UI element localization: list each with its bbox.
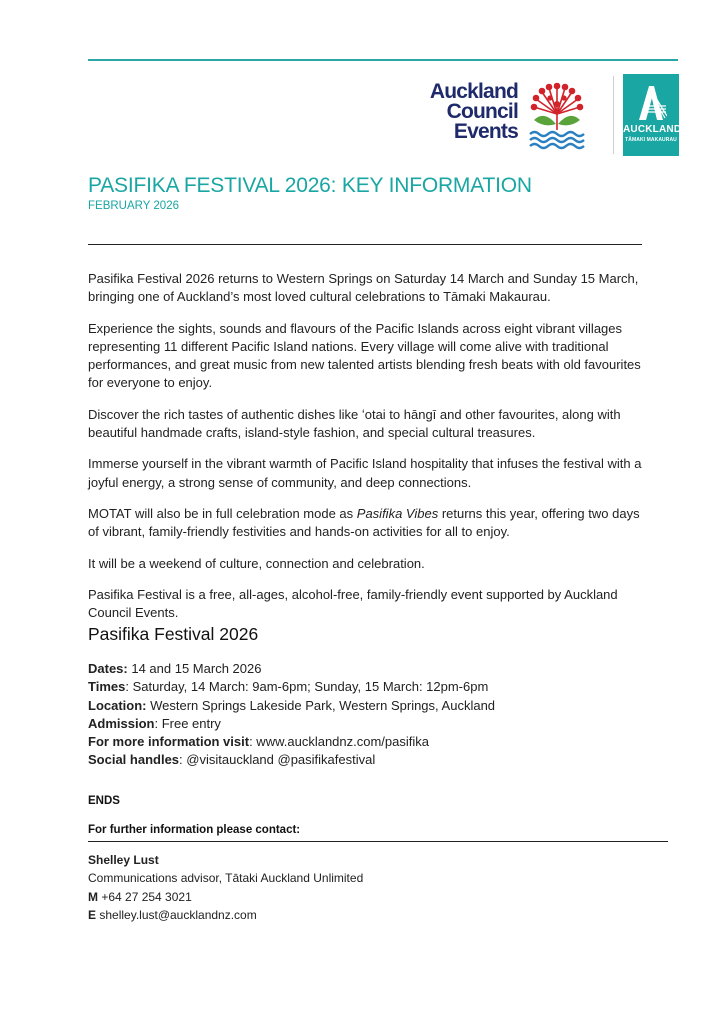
logo-line-2: Council: [446, 100, 518, 123]
detail-location: [88, 697, 495, 715]
detail-value: : @visitauckland @pasifikafestival: [179, 752, 376, 768]
detail-times: [88, 678, 495, 696]
detail-more-info: [88, 733, 495, 751]
event-details: [88, 660, 495, 770]
email-label: E: [88, 907, 97, 922]
auckland-council-events-logo: [410, 80, 610, 150]
paragraph-text: returns this year, offering two days of vibrant, family-friendly festivities and hands-on activities for all to enjoy.: [88, 505, 640, 540]
paragraph: Discover the rich tastes of authentic dishes like ʻotai to hāngī and other favourites, along with beautiful handmade crafts, island-style fashion, and special cultural treasures.: [88, 406, 621, 441]
logo-auckland-text: AUCKLAND: [623, 124, 682, 135]
phone-value: +64 27 254 3021: [98, 889, 192, 904]
more-info-link[interactable]: : www.aucklandnz.com/pasifika: [249, 734, 429, 750]
contact-phone: [88, 888, 363, 906]
top-rule: [88, 59, 678, 61]
contact-block: [88, 851, 363, 924]
detail-label: Social handles: [88, 752, 180, 768]
phone-label: M: [88, 889, 98, 904]
contact-email: [88, 906, 363, 924]
detail-label: Location:: [88, 697, 147, 713]
contact-name: Shelley Lust: [88, 853, 159, 867]
section-title: Pasifika Festival 2026: [88, 624, 259, 644]
paragraph: Pasifika Festival is a free, all-ages, alcohol-free, family-friendly event supported by Auckland Council Events.: [88, 586, 618, 621]
detail-social: [88, 751, 495, 769]
page-title: PASIFIKA FESTIVAL 2026: KEY INFORMATION: [88, 174, 532, 197]
detail-dates: [88, 660, 495, 678]
logo-divider: [613, 76, 614, 154]
paragraph: Pasifika Festival 2026 returns to Western Springs on Saturday 14 March and Sunday 15 March, bringing one of Auckland’s most loved cultural celebrations to Tāmaki Makaurau.: [88, 271, 639, 305]
pohutukawa-flower-waves-icon: [522, 80, 592, 150]
logo-line-3: Events: [453, 120, 518, 143]
detail-label: For more information visit: [88, 734, 250, 750]
page-date: FEBRUARY 2026: [88, 200, 179, 212]
paragraph: [88, 505, 648, 542]
heading-rule: [88, 244, 642, 245]
logo-line-1: Auckland: [429, 80, 518, 103]
detail-value: 14 and 15 March 2026: [127, 661, 262, 676]
paragraph: Experience the sights, sounds and flavours of the Pacific Islands across eight vibrant villages representing 11 different Pacific Island nations. Every village will come alive with traditional performances, and great music from new talented artists blending fresh beats with old favourites for everyone to enjoy.: [88, 320, 641, 391]
logo-wordmark: [410, 82, 518, 142]
email-link[interactable]: shelley.lust@aucklandnz.com: [96, 907, 257, 922]
auckland-tamaki-makaurau-logo: [623, 74, 682, 156]
contact-heading: For further information please contact:: [88, 824, 301, 836]
detail-label: Dates:: [88, 661, 128, 676]
paragraph-text: MOTAT will also be in full celebration mode as: [88, 505, 357, 521]
contact-role: Communications advisor, Tātaki Auckland Unlimited: [88, 871, 364, 886]
detail-value: : Free entry: [154, 715, 221, 731]
detail-label: Admission: [88, 715, 155, 731]
stylized-a-icon: [635, 84, 667, 122]
logo-tamaki-makaurau-text: TĀMAKI MAKAURAU: [625, 137, 677, 143]
pasifika-vibes-italic: Pasifika Vibes: [356, 505, 439, 521]
detail-value: Western Springs Lakeside Park, Western Springs, Auckland: [146, 697, 496, 713]
paragraph: It will be a weekend of culture, connection and celebration.: [88, 555, 425, 571]
paragraph: Immerse yourself in the vibrant warmth of Pacific Island hospitality that infuses the festival with a joyful energy, a strong sense of community, and deep connections.: [88, 456, 642, 490]
detail-label: Times: [88, 679, 126, 695]
contact-rule: [88, 841, 668, 842]
body-text: [88, 270, 648, 635]
detail-admission: [88, 715, 495, 733]
ends-marker: ENDS: [88, 795, 120, 807]
detail-value: : Saturday, 14 March: 9am-6pm; Sunday, 15 March: 12pm-6pm: [125, 679, 489, 695]
